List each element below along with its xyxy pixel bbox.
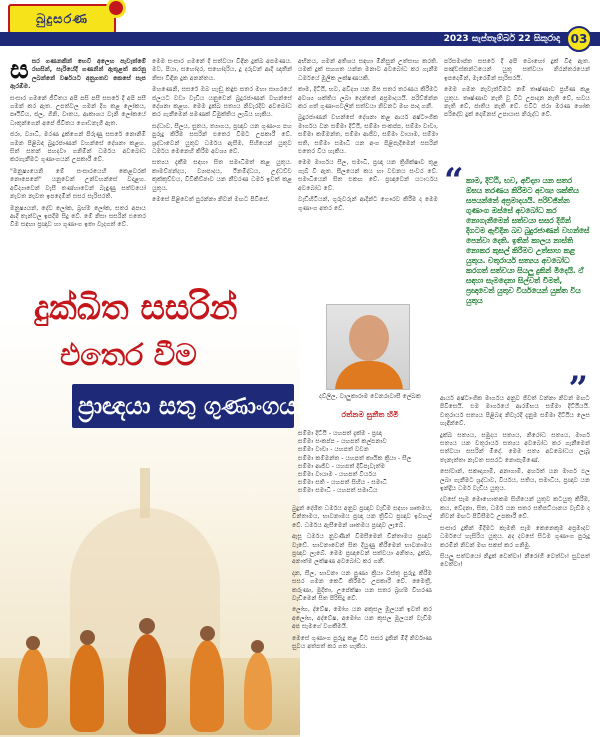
headline-line-3: ප්‍රාඥයා සතු ගුණාංගයකි [72, 384, 294, 428]
monk-figure [18, 648, 48, 728]
paragraph: බුදුරජාණන් වහන්සේ දේශනා කළ ආර්ය අෂ්ටාංගික මාර්ගය වන සම්මා දිට්ඨි, සම්මා සංකප්ප, සම්මා වාචා, සම්මා කම්මන්ත, සම්මා ආජීව, සම්මා වායාම, සම්මා සති, සම්මා සමාධි යන අංග පිළිපැදීමෙන් සසරින් එතෙර විය හැකිය. [298, 114, 438, 156]
paragraph: සියලු සත්වයෝ නිදුක් වෙත්වා! නීරෝගී වෙත්වා! සුවපත් වෙත්වා! [440, 552, 590, 569]
article-column-1 [10, 58, 146, 316]
article-column-3 [298, 58, 438, 296]
headline-line-1: දුක්ඛිත සසරින් [34, 288, 238, 328]
list-item: සම්මා දිට්ඨි - යහපත් දැක්ම - ප්‍රඥා [298, 430, 382, 437]
article-column-7 [440, 395, 590, 733]
feature-illustration [0, 318, 300, 737]
portrait-robe [335, 361, 403, 390]
paragraph: දුක්ඛ සත්‍යය, සමුදය සත්‍යය, නිරෝධ සත්‍යය, මාර්ග සත්‍යය යන චතුරාර්ය සත්‍යය අවබෝධ කර ගැනීමෙන් සත්වයා සසරින් මිදේ. මෙම සත්‍ය අවබෝධය ලැබූ තැනැත්තා නැවත සසරට නොපැමිණේ. [440, 431, 590, 464]
paragraph: ආර්ය අෂ්ටාංගික මාර්ගය අනුව ජීවත් වන්නා නිවන් මඟට පිවිසෙයි. එම මාර්ගයේ ආරම්භය සම්මා දිට්ඨියයි. චතුරාර්ය සත්‍යය පිළිබඳ නිවැරදි දැනුම සම්මා දිට්ඨිය ලෙස හැඳින්වේ. [440, 395, 590, 428]
paragraph: සංසාර දුකින් මිදීමට කැමති සෑම කෙනෙකුම අප්‍රමාදව ධර්මයේ හැසිරිය යුතුය. අද දවසේ සිටම ගුණාංග පුරුදු කරමින් නිවන් මඟ සකස් කර ගනිමු. [440, 524, 590, 549]
paragraph: ලෝභ, ද්වේෂ, මෝහ යන අකුසල මූලයන් ඉවත් කර අලෝභ, අද්වේෂ, අමෝහ යන කුසල මූලයන් වැඩීම අප සැමගේ වගකීමයි. [292, 606, 432, 631]
author-role: දව්ලිල, වාලුකාරාම වෙනරාවාසී ලේඛක [319, 393, 421, 400]
monk-head [251, 640, 264, 653]
paragraph: පරිසමාප්ත සසරේ දී අපි බොහෝ දුක් විඳ ඇත. පඤ්චස්කන්ධයෙන් යුතු සත්වයා නිරන්තරයෙන් ඉපදෙමින්, මැරෙමින් සැරිසරයි. [444, 58, 590, 82]
dharma-wheel-icon [106, 0, 126, 18]
paragraph: වැඩිහිටියන්, ගුරුවරුන් ආදීන්ට ගෞරව කිරීම ද මෙම ගුණාංග අතර වේ. [298, 196, 438, 212]
paragraph: මෙම මාර්ගය සීල, සමාධි, ප්‍රඥා යන ත්‍රිශික්ෂාව තුළ ගැබ් වී ඇත. සීලයෙන් කය හා වචනය සංවර වේ. සමාධියෙන් සිත එකඟ වේ. ප්‍රඥාවෙන් යථාර්ථය අවබෝධ වේ. [298, 159, 438, 192]
paragraph: දවසේ සෑම මොහොතකම සිහියෙන් යුතුව කටයුතු කිරීම, කය, වේදනා, සිත, ධර්ම යන සතර සතිපට්ඨානය වැඩීම ද නිවන් මඟට පිවිසීමට උපකාරී වේ. [440, 496, 590, 521]
list-item: සම්මා කම්මන්ත - යහපත් කායික ක්‍රියා - සීල [298, 454, 412, 462]
monk-figure [70, 644, 104, 732]
paragraph: ජරා, ව්‍යාධි, මරණ දුක්ගෙන් පිරුණු සසරේ නොනිමි ගමන පිළිබඳ බුදුරජාණන් වහන්සේ දේශනා කළහ. සිත් සතන් පහදවා ගනිමින් ධර්මය අවබෝධ කරගැනීමට ගුණාංගයන් උපකාරී වේ. [10, 131, 146, 164]
paragraph: මෙම ගමන නැවැත්වීමට නම් තෘෂ්ණාව ප්‍රහීණ කළ යුතුය. තෘෂ්ණාව නැති වූ විට උපාදාන නැති වේ, භවය නැති වේ, ජාතිය නැති වේ. එවිට ජරා මරණ ශෝක පරිදේව දුක් දොම්නස් උපායාස නිරුද්ධ වේ. [444, 86, 590, 119]
monk-figure [190, 640, 224, 732]
list-item: සම්මා සති - යහපත් සිහිය - සමාධි [298, 479, 387, 487]
list-item: සම්මා සංකප්ප - යහපත් කල්පනාව [298, 438, 387, 446]
monk-head [80, 630, 95, 645]
page-number: 03 [566, 26, 592, 52]
monk-figure [244, 652, 272, 730]
author-portrait [326, 304, 410, 390]
issue-date: 2023 සැප්තැම්බර් 22 සිකුරාදා [443, 34, 560, 44]
eightfold-path-list [298, 430, 436, 504]
close-quote-icon: ” [568, 369, 588, 409]
monk-head [200, 626, 215, 641]
paragraph: අභිනය, ගමන් අතිශය සඳහා මිනිසුන් උත්සාහ කරති. යමක් දුක් සහගත යන්න මනාව අවබෝධ කර ගැනීම ධර්මයේ මූලික ලක්ෂණයකි. [298, 58, 438, 82]
portrait-head [349, 315, 389, 361]
list-item: සම්මා සමාධි - යහපත් සමාධිය [298, 487, 378, 495]
lead-paragraph: සසර ගණනකින් හෙවී අලෙහ පැවැත්මේ රහසින්, සැරියේදී ගණනින් ඇතුළත් කරනු ලබන්නේ වර්ෂයට අනුගතව කෙසේ සැප ඇරඹීම. [10, 58, 146, 91]
paragraph: දාන, සීල, භාවනා යන පුණ්‍ය ක්‍රියා වස්තු පුරුදු කිරීම සසර ගමන කෙටි කිරීමට උපකාරී වේ. මෛත්‍රී, කරුණා, මුදිතා, උපේක්ෂා යන සතර බ්‍රහ්ම විහරණ වැඩීමෙන් සිත පිරිසිදු වේ. [292, 569, 432, 603]
paragraph: සත්‍යය දැකීම සඳහා සිත සමාධිමත් කළ යුතුය. කාමච්ඡන්දය, ව්‍යාපාදය, ථීනමිද්ධය, උද්ධච්ච කුක්කුච්චය, විචිකිච්ඡාව යන නීවරණ ධර්ම ඉවත් කළ යුතුය. [152, 159, 292, 192]
paragraph: බුදුන් දේශිත ධර්මය අනුව ප්‍රඥාව වැඩීම සඳහා ශ්‍රුතමය, චින්තාමය, භාවනාමය ප්‍රඥා යන ත්‍රිවිධ ප්‍රඥාව ඉවහල් වේ. ධර්මය ඇසීමෙන් ශ්‍රුතමය ප්‍රඥාව ලැබේ. [292, 505, 432, 529]
paragraph: සංසාර ගමනේ ජීවිතය අපි පසි පසී සසරේ දී අපි පසී ගමන් කර ඇත. උපත්වල ගමන් දිග කළ ලෝකය, පෘථිවිය, ජල, ගිනි, වාතය, ආකාශය වැනි ලෝකයේ ධාතූන්ගෙන් අපේ ජීවිතය ගොඩනැගී ඇත. [10, 94, 146, 127]
list-item: සම්මා වාචා - යහපත් වචන [298, 446, 369, 454]
list-item: සම්මා ආජීව - යහපත් දිවිපැවැත්ම [298, 462, 386, 470]
paragraph: මෙම සංසාර ගමනේ දී සත්වයා විඳින දුක්ඛ අපමණය. මව, පියා, සහෝදර, සහෝදරිය, දූ දරුවන් ආදී ඥාතීන් නිසා විඳින දුක අනන්තය. [152, 58, 292, 82]
masthead-logo [8, 4, 116, 34]
article-column-2 [152, 58, 292, 316]
paragraph: සෝවාන්, සකෘදාගාමී, අනාගාමී, අර්හත් යන මාර්ග ඵල ලබා ගැනීමට ශ්‍රද්ධාව, වීර්යය, සතිය, සමාධිය, ප්‍රඥාව යන ඉන්ද්‍රිය ධර්ම වැඩිය යුතුය. [440, 468, 590, 493]
paragraph: ඇසූ ධර්මය නුවණින් විමසීමෙන් චින්තාමය ප්‍රඥාව වැඩේ. භාවනාවෙන් සිත දියුණු කිරීමෙන් භාවනාමය ප්‍රඥාව ලැබේ. මෙම ප්‍රඥාවෙන් සත්වයා අනිත්‍ය, දුක්ඛ, අනාත්ම ලක්ෂණ අවබෝධ කර ගනී. [292, 533, 432, 566]
pull-quote-text: කාම, දිට්ඨි, භව, අවිද්‍යා යන සතර ඕඝය තරණය කිරීමට අවශ්‍ය ශක්තිය සපයන්නේ අප්‍රමාදයයි. පරිච්ඡින්න ගුණාංග ඔස්සේ අවබෝධ කර නොගැනීමෙන් සත්වයා සසර දිගින් දිගටම ඇවිදින බව බුදුරජාණන් වහන්සේ පෙන්වා දෙති. ඉතින් කාලය නාස්ති නොකර කුසල් කිරීමට උත්සාහ කළ යුතුය. චතුරාර්ය සත්‍යය අවබෝධ කරගත් සත්වයා සියලු දුකින් මිදෙයි. ඒ සඳහා සැමදෙනා සිල්වත් වීමත්, ප්‍රඥාවෙන් යුතුව වීර්යයෙන් යුක්ත විය යුතුය [466, 176, 590, 305]
paragraph: සද්ධාව, සීලය, සුතය, ත්‍යාගය, ප්‍රඥාව යන ගුණාංග පහ පුරුදු කිරීම සසරින් එතෙර වීමට උපකාරී වේ. ශ්‍රද්ධාවෙන් යුතුව ධර්මය ඇසීම, සිහියෙන් යුතුව ධර්මය මෙනෙහි කිරීම අවශ්‍ය වේ. [152, 122, 292, 156]
paragraph: මහණෙනි, සසරේ ඔබ හැඬූ කඳුළු සතර මහා සාගරයේ ජලයට වඩා වැඩිය යනුවෙන් බුදුරජාණන් වහන්සේ දේශනා කළහ. මෙම දුක්ඛ සත්‍යය නිවැරදිව අවබෝධ කර ගැනීමෙන් පමණක් විමුක්තිය ලැබිය හැකිය. [152, 86, 292, 119]
masthead-title: බුදුසරණ [36, 11, 88, 27]
paragraph: කාම, දිට්ඨි, භව, අවිද්‍යා යන ඕඝ සතර තරණය කිරීමට අවශ්‍ය ශක්තිය ලබා දෙන්නේ අප්‍රමාදයයි. පරිච්ඡින්න කර ගත් ගුණාංගවලින් සත්වයා නිවනට මඟ පාදා ගනී. [298, 86, 438, 111]
monk-figure [128, 634, 166, 734]
paragraph: මනුෂ්‍යයන්, දේව ලෝක, බ්‍රහ්ම ලෝක, සතර අපාය ආදී තැන්වල ඉපදීම සිදු වේ. මේ නිසා සසරින් එතෙර වීම සඳහා ප්‍රඥාව හා ගුණාංග ඉතා වැදගත් වේ. [10, 204, 146, 229]
article-column-6 [292, 505, 432, 733]
paragraph: මෙසේ පිළිවෙත් පුරන්නා නිවන් මඟට පිවිසේ. [152, 196, 270, 204]
drop-cap: ස [10, 58, 29, 85]
author-name: රත්නම සුනීත හිමි [341, 410, 399, 419]
headline-line-2: එතෙර වීම [60, 338, 197, 373]
open-quote-icon: “ [444, 161, 464, 201]
monk-head [26, 636, 40, 650]
article-column-4 [444, 58, 590, 166]
paragraph: මෙසේ ගුණාංග පුරුදු කළ විට සසර දුකින් මිදී නිර්වාණ සුවය අත්පත් කර ගත හැකිය. [292, 634, 432, 651]
monk-head [139, 618, 155, 634]
paragraph: "මනුෂ්‍යයෙනි මේ සංසාරයෙහි කෙළවරක් නොපෙනේ" යනුවෙන් උන්වහන්සේ වදාළහ. අවිද්‍යාවෙන් වැසී තණ්හාවෙන් බැඳුණු සත්වයෝ නැවත නැවත ඉපදෙමින් සසර සැරිසරති. [10, 167, 146, 201]
pull-quote [444, 161, 590, 409]
list-item: සම්මා වායාම - යහපත් වීර්යය [298, 471, 377, 479]
page-header [0, 0, 600, 50]
